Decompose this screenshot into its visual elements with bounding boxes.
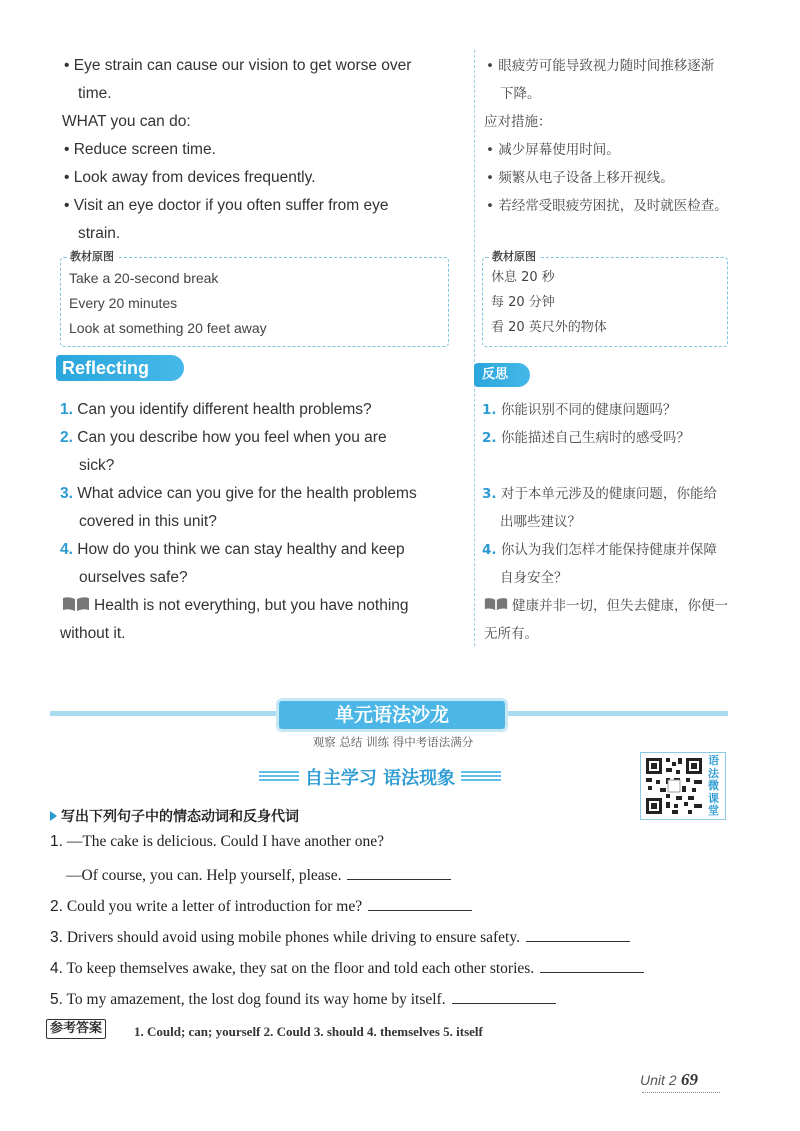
question-line: 自身安全？ — [500, 570, 568, 586]
question-line: 出哪些建议？ — [500, 514, 581, 530]
grammar-heading-text: 自主学习 语法现象 — [304, 768, 456, 789]
exercise-number: 3. — [50, 929, 63, 946]
left-text-line: • Eye strain can cause our vision to get worse over — [64, 57, 412, 74]
answer-blank[interactable] — [526, 927, 630, 942]
section-title: 单元语法沙龙 — [276, 698, 508, 732]
exercise-item — [50, 989, 556, 1009]
question-line — [482, 424, 690, 452]
question-text: Can you describe how you feel when you are — [77, 429, 387, 446]
right-text-line: • 眼疲劳可能导致视力随时间推移逐渐 — [486, 58, 715, 74]
left-text-line: strain. — [78, 225, 121, 242]
answer-blank[interactable] — [540, 958, 644, 973]
reflecting-tag: Reflecting — [56, 355, 184, 381]
quote-line: 无所有。 — [484, 626, 538, 642]
quote-text: 健康并非一切，但失去健康，你便一 — [512, 598, 728, 614]
quote-line — [62, 592, 409, 620]
box-line: 每 20 分钟 — [491, 295, 555, 310]
exercise-text: To my amazement, the lost dog found its way home by itself. — [66, 991, 446, 1008]
question-text: How do you think we can stay healthy and keep — [77, 541, 405, 558]
question-number: 3. — [482, 486, 497, 502]
question-line — [482, 480, 717, 508]
question-line — [60, 480, 417, 508]
answer-blank[interactable] — [347, 865, 451, 880]
question-text: 你能识别不同的健康问题吗？ — [500, 402, 677, 418]
stripe-decoration — [259, 771, 299, 781]
footer-rule — [642, 1092, 720, 1093]
question-text: 你认为我们怎样才能保持健康并保障 — [500, 542, 717, 558]
instruction — [50, 806, 299, 826]
exercise-text: Could you write a letter of introduction for me? — [66, 898, 363, 915]
exercise-item — [50, 927, 630, 947]
stripe-decoration — [461, 771, 501, 781]
instruction-text: 写出下列句子中的情态动词和反身代词 — [61, 809, 299, 825]
page-footer — [640, 1070, 698, 1090]
right-text-line: • 减少屏幕使用时间。 — [486, 142, 620, 158]
question-text: 你能描述自己生病时的感受吗？ — [500, 430, 690, 446]
section-band-left — [50, 711, 278, 716]
triangle-icon — [50, 811, 57, 821]
qr-code-icon — [644, 756, 704, 816]
exercise-number: 2. — [50, 898, 63, 915]
box-line: 看 20 英尺外的物体 — [491, 320, 607, 335]
grammar-heading — [245, 764, 515, 790]
box-title: 教材原图 — [67, 249, 117, 265]
right-text-line: 应对措施： — [484, 114, 552, 130]
question-line — [482, 396, 676, 424]
box-line: Every 20 minutes — [69, 295, 178, 311]
page-number: 69 — [681, 1070, 699, 1089]
left-text-line: WHAT you can do: — [62, 113, 191, 130]
section-band-right — [506, 711, 728, 716]
box-line: 休息 20 秒 — [491, 270, 555, 285]
question-line: ourselves safe? — [79, 569, 188, 586]
book-icon — [484, 596, 508, 612]
answer-key: 1. Could; can; yourself 2. Could 3. should 4. themselves 5. itself — [134, 1024, 483, 1039]
exercise-text: To keep themselves awake, they sat on the floor and told each other stories. — [66, 960, 535, 977]
question-number: 1. — [60, 401, 73, 418]
exercise-number: 4. — [50, 960, 63, 977]
question-number: 3. — [60, 485, 73, 502]
exercise-text: Drivers should avoid using mobile phones while driving to ensure safety. — [66, 929, 520, 946]
question-text: 对于本单元涉及的健康问题，你能给 — [500, 486, 717, 502]
answer-blank[interactable] — [452, 989, 556, 1004]
answer-label: 参考答案 — [46, 1019, 106, 1039]
column-divider — [474, 50, 475, 646]
exercise-item — [50, 958, 644, 978]
box-line: Look at something 20 feet away — [69, 320, 267, 336]
right-text-line: • 频繁从电子设备上移开视线。 — [486, 170, 674, 186]
exercise-item — [66, 865, 451, 885]
question-line — [60, 424, 387, 452]
left-text-line: • Look away from devices frequently. — [64, 169, 316, 186]
exercise-text: —The cake is delicious. Could I have another one? — [66, 833, 385, 850]
right-text-line: • 若经常受眼疲劳困扰，及时就医检查。 — [486, 198, 728, 214]
box-title: 教材原图 — [489, 249, 539, 265]
textbook-original-box — [482, 250, 728, 347]
question-number: 2. — [482, 430, 497, 446]
question-line — [482, 536, 717, 564]
exercise-item — [50, 896, 472, 916]
question-text: Can you identify different health problems? — [77, 401, 372, 418]
question-number: 1. — [482, 402, 497, 418]
book-icon — [62, 596, 90, 612]
reflect-tag-zh: 反思 — [474, 363, 530, 387]
section-subtitle: 观察 总结 训练 得中考语法满分 — [312, 735, 474, 749]
quote-line — [484, 592, 728, 620]
exercise-number: 1. — [50, 833, 63, 850]
left-text-line: • Reduce screen time. — [64, 141, 216, 158]
left-text-line: time. — [78, 85, 112, 102]
exercise-number: 5. — [50, 991, 63, 1008]
question-number: 4. — [60, 541, 73, 558]
textbook-original-box — [60, 250, 449, 347]
question-line: sick? — [79, 457, 115, 474]
exercise-text: —Of course, you can. Help yourself, please. — [66, 867, 342, 884]
left-text-line: • Visit an eye doctor if you often suffer from eye — [64, 197, 389, 214]
answer-blank[interactable] — [368, 896, 472, 911]
question-text: What advice can you give for the health problems — [77, 485, 417, 502]
qr-side-label: 语法微课堂 — [708, 754, 719, 817]
quote-line: without it. — [60, 625, 126, 642]
box-line: Take a 20-second break — [69, 270, 219, 286]
question-line — [60, 396, 372, 424]
exercise-item — [50, 833, 384, 851]
question-number: 2. — [60, 429, 73, 446]
right-text-line: 下降。 — [500, 86, 541, 102]
footer-unit: Unit 2 — [640, 1072, 677, 1088]
quote-text: Health is not everything, but you have nothing — [94, 597, 409, 614]
question-number: 4. — [482, 542, 497, 558]
qr-code-block[interactable] — [640, 752, 726, 820]
question-line — [60, 536, 405, 564]
question-line: covered in this unit? — [79, 513, 217, 530]
